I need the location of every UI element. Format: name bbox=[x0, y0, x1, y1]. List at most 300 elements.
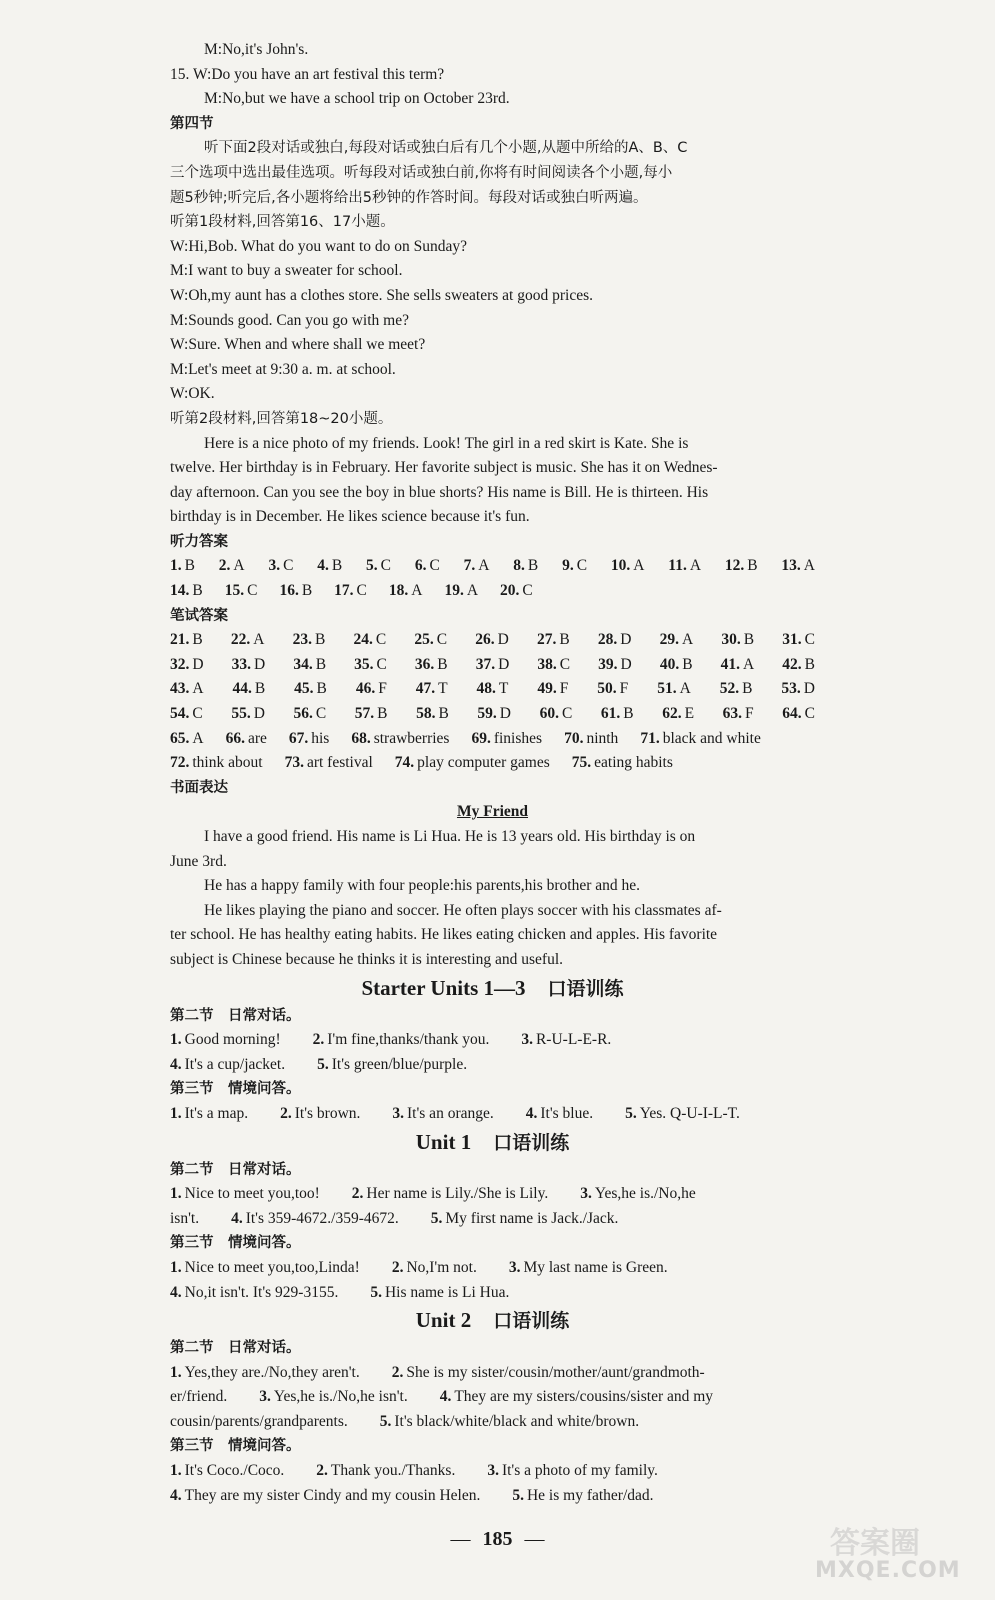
answer-item bbox=[170, 554, 195, 579]
answer-number: 21. bbox=[170, 631, 190, 649]
answer-number: 43. bbox=[170, 680, 190, 698]
answer-item bbox=[226, 727, 267, 752]
answer-value: are bbox=[247, 729, 267, 747]
answer-value: A bbox=[803, 557, 815, 575]
instruction-line: 三个选项中选出最佳选项。听每段对话或独白前,你将有时间阅读各个小题,每小 bbox=[170, 164, 673, 181]
oral-answer-number: 2. bbox=[391, 1258, 404, 1276]
oral-answer bbox=[317, 1056, 483, 1073]
answer-value: B bbox=[527, 557, 539, 575]
answer-item bbox=[170, 751, 263, 776]
answer-item bbox=[285, 751, 373, 776]
oral-section-title: 第三节 情境问答。 bbox=[170, 1235, 301, 1252]
answer-number: 24. bbox=[353, 631, 373, 649]
answer-item bbox=[782, 628, 815, 653]
answer-value: C bbox=[429, 557, 440, 575]
answer-item bbox=[279, 579, 312, 604]
answer-value: A bbox=[411, 582, 423, 600]
answer-number: 25. bbox=[414, 631, 434, 649]
answer-row bbox=[170, 653, 815, 678]
oral-answer-number: 4. bbox=[170, 1283, 182, 1301]
answer-number: 3. bbox=[268, 557, 281, 575]
answer-value: D bbox=[254, 655, 266, 673]
answer-number: 19. bbox=[444, 582, 464, 600]
answer-number: 57. bbox=[354, 705, 375, 723]
dialogue-line: W:OK. bbox=[170, 385, 215, 403]
oral-answer-text: It's black/white/black and white/brown. bbox=[394, 1412, 640, 1430]
oral-answer bbox=[170, 1284, 354, 1301]
answer-item bbox=[233, 677, 266, 702]
oral-answer-number: 3. bbox=[580, 1185, 592, 1203]
answer-value: A bbox=[679, 680, 691, 698]
answer-number: 42. bbox=[782, 655, 802, 673]
answer-item bbox=[389, 579, 423, 604]
answer-number: 6. bbox=[414, 557, 427, 575]
answer-value: B bbox=[254, 680, 266, 698]
answer-number: 62. bbox=[662, 705, 682, 723]
oral-answer-text: It's an orange. bbox=[407, 1104, 494, 1122]
oral-answer-text: Yes,they are./No,they aren't. bbox=[184, 1363, 360, 1381]
answer-number: 63. bbox=[722, 705, 743, 723]
answer-value: A bbox=[478, 557, 490, 575]
answer-number: 71. bbox=[640, 729, 660, 747]
oral-section-title: 第二节 日常对话。 bbox=[170, 1340, 301, 1357]
answer-item bbox=[723, 702, 754, 727]
answer-item bbox=[293, 702, 326, 727]
answer-value: F bbox=[619, 680, 629, 698]
answer-number: 13. bbox=[781, 557, 801, 575]
oral-answer-text: They are my sister Cindy and my cousin Helen. bbox=[184, 1486, 481, 1504]
answer-value: D bbox=[497, 631, 509, 649]
monologue-line: Here is a nice photo of my friends. Look! The girl in a red skirt is Kate. She is bbox=[204, 434, 689, 452]
oral-answer-number: 5. bbox=[430, 1209, 443, 1227]
answer-number: 73. bbox=[284, 754, 304, 772]
essay-line: I have a good friend. His name is Li Hua. He is 13 years old. His birthday is on bbox=[204, 828, 696, 845]
answer-item bbox=[416, 702, 449, 727]
oral-answer bbox=[259, 1388, 423, 1405]
answer-number: 12. bbox=[724, 557, 745, 575]
unit-title: Unit 2 bbox=[415, 1308, 472, 1333]
oral-answer-text: cousin/parents/grandparents. bbox=[170, 1412, 348, 1430]
oral-section-title: 第二节 日常对话。 bbox=[170, 1161, 301, 1178]
oral-answer bbox=[170, 1210, 215, 1227]
answer-number: 46. bbox=[355, 680, 376, 698]
answer-value: D bbox=[499, 705, 511, 723]
answer-value: B bbox=[437, 655, 448, 673]
answer-number: 47. bbox=[415, 680, 436, 698]
answer-number: 29. bbox=[659, 631, 679, 649]
answer-number: 26. bbox=[475, 631, 495, 649]
answer-value: eating habits bbox=[594, 754, 673, 772]
answer-item bbox=[170, 727, 204, 752]
oral-answer-number: 2. bbox=[316, 1462, 328, 1480]
oral-answer-number: 5. bbox=[512, 1486, 524, 1504]
answer-item bbox=[366, 554, 391, 579]
essay-line: He has a happy family with four people:his parents,his brother and he. bbox=[204, 877, 641, 895]
oral-answer-number: 3. bbox=[508, 1258, 521, 1276]
dialogue-line: M:Let's meet at 9:30 a. m. at school. bbox=[170, 360, 396, 378]
answer-item bbox=[354, 653, 387, 678]
answer-number: 67. bbox=[288, 729, 309, 747]
answer-value: A bbox=[233, 557, 245, 575]
unit-title: Starter Units 1—3 bbox=[361, 975, 526, 1000]
answer-value: B bbox=[743, 631, 755, 649]
answer-value: play computer games bbox=[417, 754, 550, 772]
answer-item bbox=[395, 751, 550, 776]
answer-item bbox=[353, 628, 386, 653]
answer-item bbox=[781, 554, 815, 579]
answer-value: his bbox=[311, 729, 330, 747]
site-watermark bbox=[795, 1518, 985, 1588]
oral-answer bbox=[392, 1364, 721, 1381]
answer-item bbox=[416, 677, 448, 702]
answer-number: 14. bbox=[170, 582, 190, 600]
dialogue-line: W:Hi,Bob. What do you want to do on Sunday? bbox=[170, 237, 468, 255]
page-content bbox=[170, 38, 815, 1508]
answer-item bbox=[782, 702, 815, 727]
oral-answer-line bbox=[170, 1410, 815, 1435]
answer-number: 11. bbox=[668, 557, 687, 575]
answer-number: 59. bbox=[477, 705, 497, 723]
essay-line: subject is Chinese because he thinks it is interesting and useful. bbox=[170, 950, 564, 968]
answer-value: D bbox=[803, 680, 815, 698]
oral-section-title: 第三节 情境问答。 bbox=[170, 1081, 301, 1098]
answer-value: F bbox=[378, 680, 387, 698]
oral-answer-text: It's a photo of my family. bbox=[501, 1462, 658, 1480]
answer-value: B bbox=[314, 631, 326, 649]
essay-line: He likes playing the piano and soccer. He often plays soccer with his classmates af- bbox=[204, 901, 722, 919]
answer-row bbox=[170, 554, 815, 579]
oral-answer-number: 2. bbox=[351, 1185, 364, 1203]
answer-value: C bbox=[436, 631, 448, 649]
unit-heading bbox=[170, 1127, 815, 1158]
oral-answer bbox=[526, 1105, 609, 1122]
dialogue-line: W:Sure. When and where shall we meet? bbox=[170, 336, 426, 354]
answer-number: 52. bbox=[719, 680, 740, 698]
answer-item bbox=[294, 677, 327, 702]
answer-item bbox=[464, 554, 490, 579]
instruction-line: 题5秒钟;听完后,各小题将给出5秒钟的作答时间。每段对话或独白听两遍。 bbox=[170, 189, 648, 206]
answer-value: B bbox=[742, 680, 753, 698]
answer-item bbox=[477, 702, 511, 727]
answer-number: 23. bbox=[292, 631, 312, 649]
answer-item bbox=[351, 727, 449, 752]
oral-answer-number: 4. bbox=[231, 1209, 243, 1227]
answer-value: B bbox=[192, 631, 203, 649]
answer-number: 36. bbox=[414, 655, 435, 673]
answer-item bbox=[540, 702, 573, 727]
answer-value: A bbox=[466, 582, 479, 600]
oral-answer bbox=[170, 1487, 496, 1504]
oral-answer-text: It's 359-4672./359-4672. bbox=[245, 1209, 399, 1227]
answer-value: think about bbox=[192, 754, 263, 772]
oral-answer bbox=[170, 1056, 301, 1073]
oral-answer bbox=[170, 1031, 297, 1048]
oral-answer-text: R-U-L-E-R. bbox=[535, 1031, 612, 1049]
answer-number: 68. bbox=[351, 729, 371, 747]
oral-answer bbox=[280, 1105, 376, 1122]
answer-item bbox=[293, 653, 326, 678]
page-number: — 185 — bbox=[450, 1528, 545, 1550]
answer-row bbox=[170, 702, 815, 727]
answer-item bbox=[225, 579, 258, 604]
oral-answer-number: 5. bbox=[370, 1283, 382, 1301]
oral-answer-line bbox=[170, 1484, 815, 1509]
answer-number: 22. bbox=[230, 631, 251, 649]
oral-answer-text: It's brown. bbox=[294, 1104, 361, 1122]
oral-answer-text: I'm fine,thanks/thank you. bbox=[327, 1031, 490, 1049]
answer-number: 32. bbox=[170, 655, 190, 673]
answer-value: D bbox=[620, 655, 632, 673]
answer-value: A bbox=[633, 557, 645, 575]
oral-answer-text: Nice to meet you,too! bbox=[184, 1185, 320, 1203]
dialogue-line: W:Oh,my aunt has a clothes store. She sells sweaters at good prices. bbox=[170, 286, 593, 304]
answer-value: finishes bbox=[493, 729, 543, 747]
answer-item bbox=[720, 677, 753, 702]
oral-answer-number: 3. bbox=[521, 1031, 533, 1049]
oral-answer bbox=[580, 1185, 712, 1202]
answer-item bbox=[564, 727, 618, 752]
oral-answer-line bbox=[170, 1256, 815, 1281]
answer-value: C bbox=[375, 631, 387, 649]
answer-item bbox=[657, 677, 691, 702]
oral-answer bbox=[316, 1462, 471, 1479]
answer-number: 10. bbox=[610, 557, 631, 575]
answer-value: B bbox=[804, 655, 815, 673]
oral-answer-number: 1. bbox=[170, 1258, 182, 1276]
answer-number: 61. bbox=[600, 705, 621, 723]
answer-number: 38. bbox=[537, 655, 557, 673]
answer-value: D bbox=[620, 631, 632, 649]
answer-value: C bbox=[522, 582, 533, 600]
watermark-logo-text: 答案圈 bbox=[830, 1526, 920, 1561]
answer-item bbox=[219, 554, 245, 579]
oral-answer-line bbox=[170, 1182, 815, 1207]
answer-number: 7. bbox=[463, 557, 476, 575]
dialogue-line: M:I want to buy a sweater for school. bbox=[170, 262, 403, 280]
oral-answer-number: 2. bbox=[391, 1363, 404, 1381]
answer-item bbox=[231, 702, 265, 727]
answer-value: B bbox=[192, 582, 203, 600]
oral-answer-text: It's a map. bbox=[184, 1104, 249, 1122]
answer-number: 2. bbox=[218, 557, 231, 575]
oral-answer-line bbox=[170, 1385, 815, 1410]
answer-item bbox=[356, 677, 387, 702]
answer-number: 74. bbox=[394, 754, 415, 772]
oral-answer bbox=[170, 1364, 376, 1381]
oral-answer bbox=[352, 1185, 564, 1202]
oral-answer-line bbox=[170, 1207, 815, 1232]
oral-answer-number: 2. bbox=[280, 1104, 292, 1122]
answer-item bbox=[293, 628, 326, 653]
essay-line: June 3rd. bbox=[170, 852, 227, 870]
answer-number: 27. bbox=[536, 631, 557, 649]
answer-item bbox=[444, 579, 478, 604]
answer-item bbox=[597, 677, 628, 702]
oral-answer-text: It's green/blue/purple. bbox=[331, 1055, 468, 1073]
answer-item bbox=[640, 727, 761, 752]
answer-value: C bbox=[804, 631, 815, 649]
oral-answer-line bbox=[170, 1459, 815, 1484]
answer-value: B bbox=[315, 655, 327, 673]
answer-number: 66. bbox=[225, 729, 245, 747]
answer-number: 72. bbox=[170, 754, 190, 772]
answer-value: B bbox=[301, 582, 313, 600]
answer-number: 17. bbox=[334, 582, 354, 600]
monologue-line: day afternoon. Can you see the boy in blue shorts? His name is Bill. He is thirteen. His bbox=[170, 483, 709, 501]
answer-number: 35. bbox=[354, 655, 374, 673]
answer-value: C bbox=[380, 557, 392, 575]
oral-answer bbox=[392, 1105, 509, 1122]
answer-item bbox=[537, 677, 568, 702]
answer-item bbox=[334, 579, 367, 604]
answer-value: A bbox=[742, 655, 755, 673]
answer-item bbox=[477, 677, 509, 702]
answer-number: 28. bbox=[597, 631, 618, 649]
answer-value: A bbox=[253, 631, 265, 649]
oral-answer-number: 5. bbox=[317, 1055, 329, 1073]
answer-value: C bbox=[576, 557, 588, 575]
answer-value: B bbox=[377, 705, 388, 723]
answer-number: 33. bbox=[231, 655, 252, 673]
script-line: M:No,it's John's. bbox=[204, 41, 309, 58]
monologue-line: birthday is in December. He likes science because it's fun. bbox=[170, 508, 530, 526]
answer-number: 31. bbox=[782, 631, 802, 649]
answer-value: E bbox=[684, 705, 695, 723]
answer-value: C bbox=[247, 582, 258, 600]
oral-answer-line bbox=[170, 1028, 815, 1053]
unit-heading bbox=[170, 1305, 815, 1336]
answer-number: 53. bbox=[781, 680, 801, 698]
answer-item bbox=[660, 653, 693, 678]
answer-item bbox=[781, 677, 815, 702]
answer-item bbox=[415, 653, 448, 678]
answer-value: strawberries bbox=[373, 729, 450, 747]
answer-value: C bbox=[192, 705, 203, 723]
answer-value: B bbox=[438, 705, 449, 723]
answer-item bbox=[537, 653, 570, 678]
oral-answer-number: 5. bbox=[625, 1104, 637, 1122]
watermark-url: MXQE.COM bbox=[815, 1558, 961, 1583]
oral-answer-text: It's blue. bbox=[540, 1104, 594, 1122]
oral-answer bbox=[170, 1462, 300, 1479]
answer-number: 70. bbox=[564, 729, 584, 747]
oral-answer bbox=[170, 1105, 264, 1122]
answer-row bbox=[170, 628, 815, 653]
unit-heading bbox=[170, 973, 815, 1004]
writing-section-title: 书面表达 bbox=[170, 779, 228, 796]
oral-answer bbox=[313, 1031, 506, 1048]
answer-value: C bbox=[356, 582, 367, 600]
oral-answer bbox=[512, 1487, 669, 1504]
answer-number: 60. bbox=[539, 705, 559, 723]
page-number-value: 185 bbox=[482, 1528, 513, 1550]
oral-answer-number: 3. bbox=[487, 1462, 499, 1480]
oral-answer bbox=[231, 1210, 415, 1227]
answer-row bbox=[170, 579, 815, 604]
answer-value: A bbox=[689, 557, 702, 575]
oral-answer bbox=[521, 1031, 627, 1048]
answer-number: 15. bbox=[224, 582, 245, 600]
answer-value: F bbox=[559, 680, 569, 698]
answer-number: 20. bbox=[500, 582, 520, 600]
answer-section-title: 听力答案 bbox=[170, 533, 228, 550]
answer-value: C bbox=[561, 705, 573, 723]
oral-answer bbox=[392, 1259, 493, 1276]
oral-answer-number: 2. bbox=[312, 1031, 325, 1049]
unit-title: Unit 1 bbox=[415, 1129, 472, 1154]
answer-number: 56. bbox=[293, 705, 313, 723]
dialogue-line: M:Sounds good. Can you go with me? bbox=[170, 311, 409, 329]
answer-value: ninth bbox=[586, 729, 619, 747]
answer-value: T bbox=[438, 680, 448, 698]
answer-item bbox=[721, 653, 755, 678]
oral-answer-number: 1. bbox=[170, 1185, 182, 1203]
answer-value: D bbox=[498, 655, 510, 673]
oral-answer-number: 5. bbox=[379, 1412, 392, 1430]
oral-answer-line bbox=[170, 1053, 815, 1078]
answer-item bbox=[415, 554, 440, 579]
answer-number: 64. bbox=[782, 705, 802, 723]
answer-item bbox=[268, 554, 293, 579]
answer-number: 40. bbox=[659, 655, 680, 673]
answer-number: 58. bbox=[416, 705, 436, 723]
unit-subtitle: 口语训练 bbox=[493, 1310, 570, 1333]
answer-value: C bbox=[559, 655, 571, 673]
answer-item bbox=[537, 628, 570, 653]
oral-answer-text: Thank you./Thanks. bbox=[330, 1462, 456, 1480]
answer-value: B bbox=[559, 631, 570, 649]
oral-answer-text: It's a cup/jacket. bbox=[184, 1055, 286, 1073]
oral-answer-line bbox=[170, 1361, 815, 1386]
answer-value: B bbox=[316, 680, 327, 698]
answer-number: 39. bbox=[598, 655, 618, 673]
answer-number: 16. bbox=[279, 582, 299, 600]
answer-number: 1. bbox=[170, 557, 182, 575]
oral-answer-text: er/friend. bbox=[170, 1388, 228, 1406]
oral-answer bbox=[370, 1284, 525, 1301]
answer-item bbox=[414, 628, 447, 653]
answer-value: C bbox=[376, 655, 387, 673]
answer-row bbox=[170, 751, 815, 776]
answer-item bbox=[317, 554, 342, 579]
answer-value: D bbox=[253, 705, 265, 723]
answer-number: 34. bbox=[293, 655, 313, 673]
answer-number: 69. bbox=[471, 729, 491, 747]
oral-answer-line bbox=[170, 1281, 815, 1306]
answer-number: 5. bbox=[366, 557, 378, 575]
oral-section-title: 第二节 日常对话。 bbox=[170, 1007, 301, 1024]
oral-answer-text: He is my father/dad. bbox=[526, 1486, 654, 1504]
answer-item bbox=[598, 653, 632, 678]
answer-value: D bbox=[192, 655, 204, 673]
oral-answer-number: 4. bbox=[170, 1055, 182, 1073]
answer-value: C bbox=[315, 705, 327, 723]
answer-item bbox=[170, 579, 203, 604]
oral-answer-text: She is my sister/cousin/mother/aunt/grandmoth- bbox=[406, 1363, 705, 1381]
answer-number: 18. bbox=[388, 582, 409, 600]
answer-number: 37. bbox=[475, 655, 496, 673]
oral-answer bbox=[431, 1210, 635, 1227]
essay-line: ter school. He has healthy eating habits. He likes eating chicken and apples. His favorite bbox=[170, 926, 718, 944]
answer-number: 4. bbox=[317, 557, 329, 575]
answer-item bbox=[782, 653, 815, 678]
oral-answer bbox=[440, 1388, 729, 1405]
answer-item bbox=[660, 628, 694, 653]
answer-item bbox=[601, 702, 634, 727]
oral-answer-number: 3. bbox=[259, 1388, 271, 1406]
oral-answer bbox=[170, 1388, 243, 1405]
answer-number: 41. bbox=[720, 655, 740, 673]
